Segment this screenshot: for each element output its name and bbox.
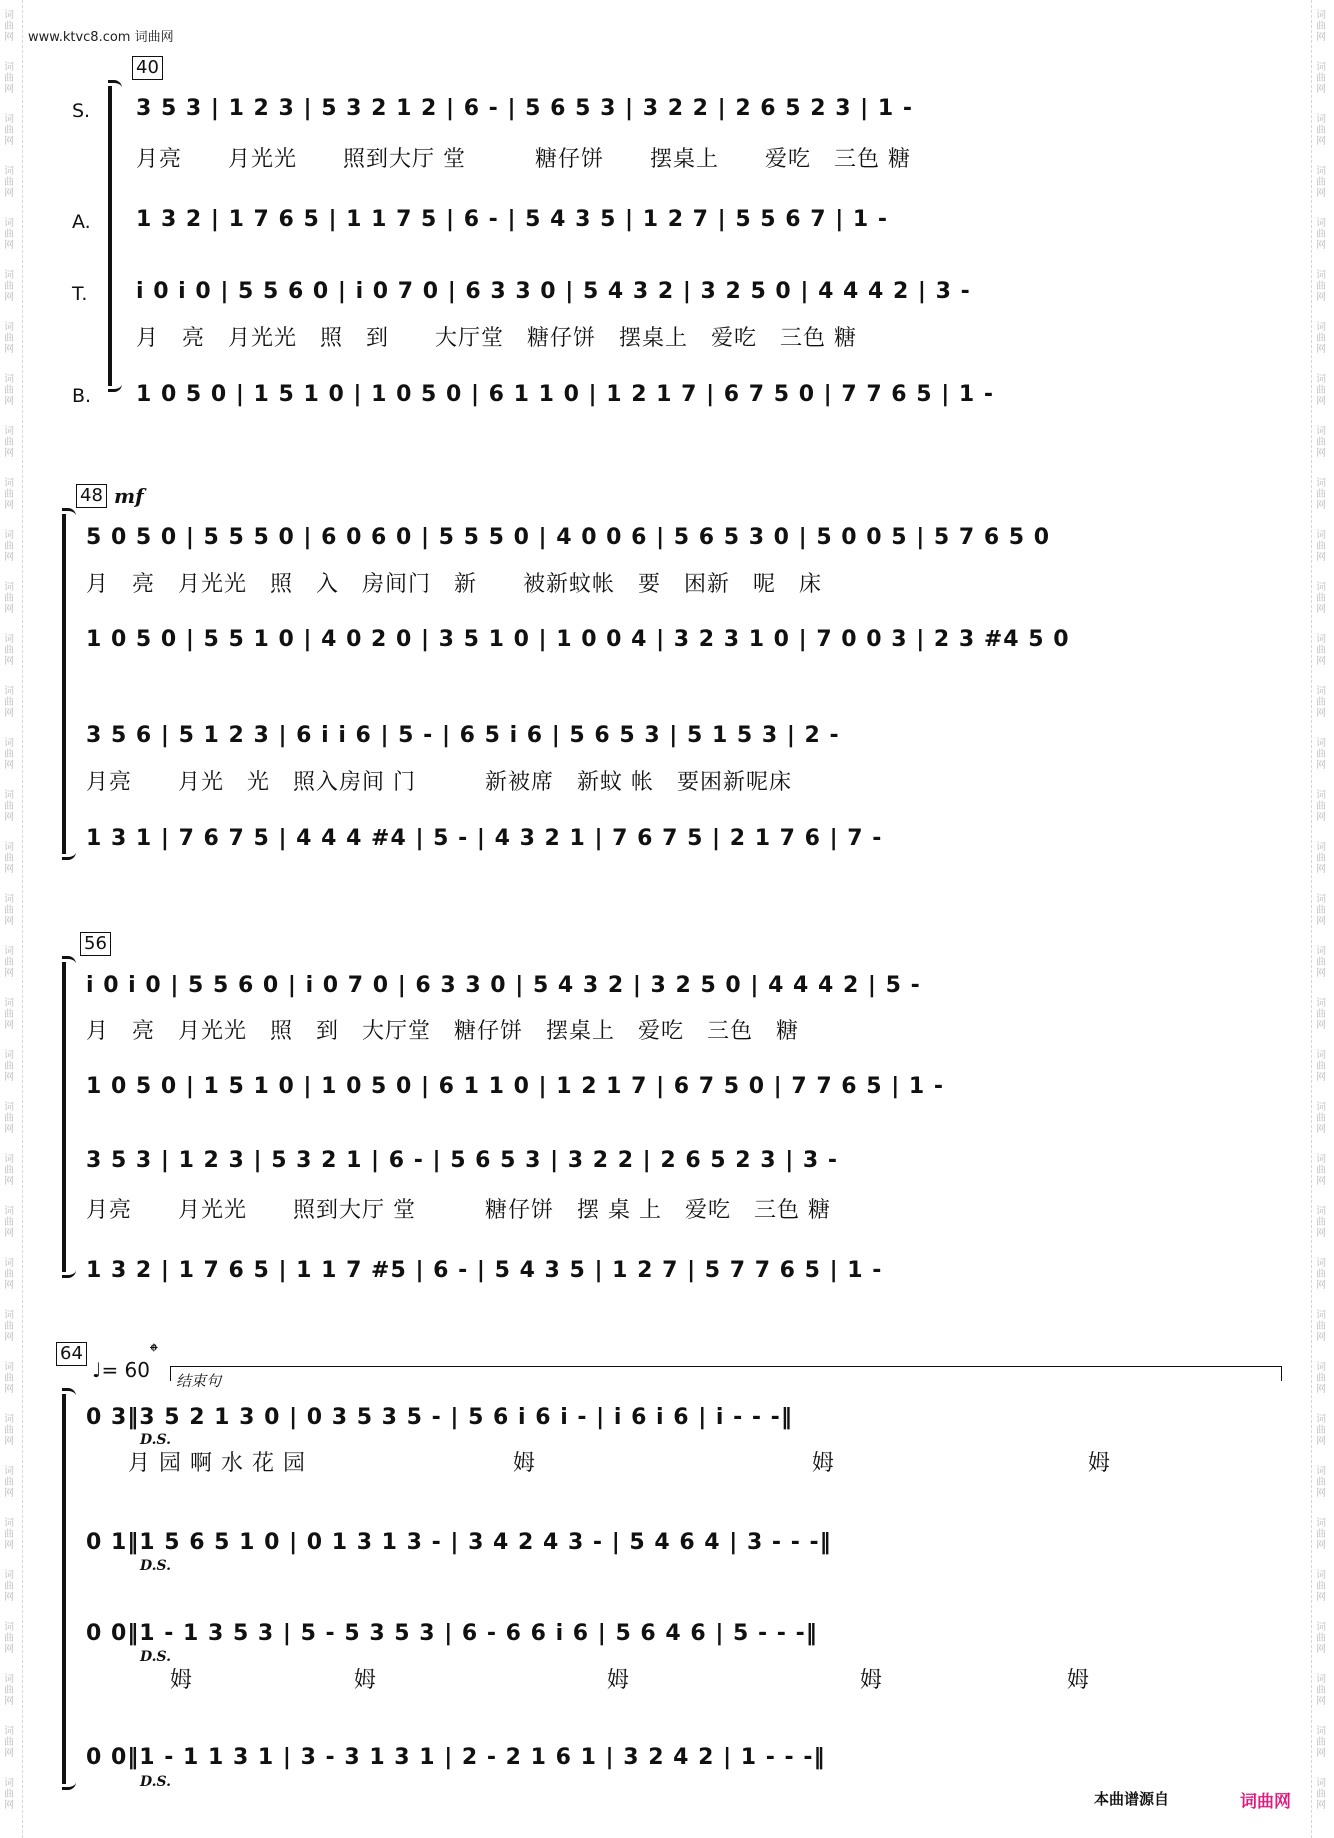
watermark-text: 词 曲 网 bbox=[1316, 738, 1326, 771]
watermark-text: 词 曲 网 bbox=[4, 478, 14, 511]
measure-number: 64 bbox=[56, 1342, 87, 1366]
watermark-text: 词 曲 网 bbox=[1316, 946, 1326, 979]
watermark-text: 词 曲 网 bbox=[4, 1622, 14, 1655]
watermark-text: 词 曲 网 bbox=[4, 1726, 14, 1759]
watermark-text: 词 曲 网 bbox=[4, 1050, 14, 1083]
part-label-alto: A. bbox=[72, 211, 91, 233]
left-watermark-strip bbox=[0, 0, 23, 1838]
watermark-text: 词 曲 网 bbox=[4, 1466, 14, 1499]
watermark-text: 词 曲 网 bbox=[4, 374, 14, 407]
watermark-text: 词 曲 网 bbox=[1316, 582, 1326, 615]
system-bracket bbox=[62, 1394, 66, 1784]
watermark-text: 词 曲 网 bbox=[1316, 1102, 1326, 1135]
ds-marking: D.S. bbox=[140, 1432, 172, 1448]
watermark-text: 词 曲 网 bbox=[4, 114, 14, 147]
footer-brand-link[interactable]: 词曲网 bbox=[1240, 1792, 1291, 1812]
lyric-row: 月亮 月光 光 照入房间 门 新被席 新蚊 帐 要困新呢床 bbox=[86, 770, 792, 795]
watermark-text: 词 曲 网 bbox=[1316, 1362, 1326, 1395]
notation-row: 0 1‖1 5 6 5 1 0 | 0 1 3 1 3 - | 3 4 2 4 3 - | 5 4 6 4 | 3 - - -‖ bbox=[86, 1530, 832, 1555]
ds-marking: D.S. bbox=[140, 1774, 172, 1790]
watermark-text: 词 曲 网 bbox=[4, 62, 14, 95]
watermark-text: 词 曲 网 bbox=[1316, 1154, 1326, 1187]
watermark-text: 词 曲 网 bbox=[1316, 1206, 1326, 1239]
watermark-text: 词 曲 网 bbox=[1316, 1518, 1326, 1551]
watermark-text: 词 曲 网 bbox=[4, 582, 14, 615]
part-label-bass: B. bbox=[72, 385, 92, 407]
notation-row: 5 0 5 0 | 5 5 5 0 | 6 0 6 0 | 5 5 5 0 | 4 0 0 6 | 5 6 5 3 0 | 5 0 0 5 | 5 7 6 5 0 bbox=[86, 525, 1051, 550]
lyric-row: 月 亮 月光光 照 到 大厅堂 糖仔饼 摆桌上 爱吃 三色 糖 bbox=[136, 326, 857, 351]
watermark-text: 词 曲 网 bbox=[1316, 894, 1326, 927]
watermark-text: 词 曲 网 bbox=[1316, 1258, 1326, 1291]
watermark-text: 词 曲 网 bbox=[4, 998, 14, 1031]
watermark-text: 词 曲 网 bbox=[1316, 1414, 1326, 1447]
watermark-text: 词 曲 网 bbox=[1316, 1778, 1326, 1811]
watermark-text: 词 曲 网 bbox=[1316, 1726, 1326, 1759]
watermark-text: 词 曲 网 bbox=[1316, 998, 1326, 1031]
notation-row: 0 0‖1 - 1 3 5 3 | 5 - 5 3 5 3 | 6 - 6 6 i 6 | 5 6 4 6 | 5 - - -‖ bbox=[86, 1621, 818, 1646]
notation-row: 1 0 5 0 | 5 5 1 0 | 4 0 2 0 | 3 5 1 0 | 1 0 0 4 | 3 2 3 1 0 | 7 0 0 3 | 2 3 #4 5 0 bbox=[86, 627, 1070, 652]
watermark-text: 词 曲 网 bbox=[1316, 478, 1326, 511]
watermark-text: 词 曲 网 bbox=[1316, 114, 1326, 147]
dynamic-marking: mf bbox=[114, 484, 144, 508]
measure-number: 56 bbox=[80, 932, 111, 956]
watermark-text: 词 曲 网 bbox=[1316, 1310, 1326, 1343]
watermark-text: 词 曲 网 bbox=[1316, 686, 1326, 719]
lyric-row: 月亮 月光光 照到大厅 堂 糖仔饼 摆桌上 爱吃 三色 糖 bbox=[136, 147, 911, 172]
lyric-row: 月 亮 月光光 照 入 房间门 新 被新蚊帐 要 困新 呢 床 bbox=[86, 572, 823, 597]
watermark-text: 词 曲 网 bbox=[4, 426, 14, 459]
ds-marking: D.S. bbox=[140, 1558, 172, 1574]
notation-row: 3 5 3 | 1 2 3 | 5 3 2 1 2 | 6 - | 5 6 5 3 | 3 2 2 | 2 6 5 2 3 | 1 - bbox=[136, 96, 913, 121]
watermark-text: 词 曲 网 bbox=[4, 218, 14, 251]
notation-row: 1 0 5 0 | 1 5 1 0 | 1 0 5 0 | 6 1 1 0 | 1 2 1 7 | 6 7 5 0 | 7 7 6 5 | 1 - bbox=[86, 1074, 945, 1099]
watermark-text: 词 曲 网 bbox=[1316, 62, 1326, 95]
watermark-text: 词 曲 网 bbox=[4, 1310, 14, 1343]
footer-source-text: 本曲谱源自 bbox=[1094, 1790, 1170, 1808]
system-bracket bbox=[62, 962, 66, 1272]
part-label-soprano: S. bbox=[72, 100, 91, 122]
watermark-text: 词 曲 网 bbox=[1316, 1570, 1326, 1603]
watermark-text: 词 曲 网 bbox=[1316, 530, 1326, 563]
lyric-row: 月 园 啊 水 花 园 姆 姆 姆 bbox=[128, 1451, 1111, 1476]
watermark-text: 词 曲 网 bbox=[4, 1570, 14, 1603]
notation-row: i 0 i 0 | 5 5 6 0 | i 0 7 0 | 6 3 3 0 | 5 4 3 2 | 3 2 5 0 | 4 4 4 2 | 5 - bbox=[86, 973, 921, 998]
watermark-text: 词 曲 网 bbox=[4, 1778, 14, 1811]
lyric-row: 月 亮 月光光 照 到 大厅堂 糖仔饼 摆桌上 爱吃 三色 糖 bbox=[86, 1019, 800, 1044]
part-label-tenor: T. bbox=[72, 283, 88, 305]
watermark-text: 词 曲 网 bbox=[1316, 1050, 1326, 1083]
right-watermark-strip bbox=[1311, 0, 1334, 1838]
coda-icon: 𝄌 bbox=[150, 1340, 158, 1365]
watermark-text: 词 曲 网 bbox=[4, 530, 14, 563]
watermark-text: 词 曲 网 bbox=[1316, 1466, 1326, 1499]
tempo-marking: ♩= 60 bbox=[92, 1358, 151, 1382]
watermark-text: 词 曲 网 bbox=[1316, 218, 1326, 251]
watermark-text: 词 曲 网 bbox=[4, 1258, 14, 1291]
watermark-text: 词 曲 网 bbox=[1316, 426, 1326, 459]
system-bracket bbox=[108, 86, 112, 386]
watermark-text: 词 曲 网 bbox=[4, 322, 14, 355]
ending-bracket-line bbox=[170, 1366, 1282, 1381]
watermark-text: 词 曲 网 bbox=[4, 1518, 14, 1551]
watermark-text: 词 曲 网 bbox=[1316, 374, 1326, 407]
watermark-text: 词 曲 网 bbox=[1316, 322, 1326, 355]
ending-label: 结束句 bbox=[176, 1372, 222, 1390]
watermark-text: 词 曲 网 bbox=[1316, 166, 1326, 199]
watermark-text: 词 曲 网 bbox=[4, 738, 14, 771]
tempo-value: = 60 bbox=[101, 1358, 151, 1382]
watermark-text: 词 曲 网 bbox=[1316, 842, 1326, 875]
watermark-text: 词 曲 网 bbox=[4, 1206, 14, 1239]
watermark-text: 词 曲 网 bbox=[4, 894, 14, 927]
measure-number: 48 bbox=[76, 484, 107, 508]
watermark-text: 词 曲 网 bbox=[4, 790, 14, 823]
watermark-text: 词 曲 网 bbox=[4, 1674, 14, 1707]
watermark-text: 词 曲 网 bbox=[4, 270, 14, 303]
watermark-text: 词 曲 网 bbox=[4, 634, 14, 667]
watermark-text: 词 曲 网 bbox=[1316, 790, 1326, 823]
site-header: www.ktvc8.com 词曲网 bbox=[28, 30, 174, 45]
watermark-text: 词 曲 网 bbox=[1316, 1674, 1326, 1707]
lyric-row: 姆 姆 姆 姆 姆 bbox=[170, 1668, 1091, 1693]
watermark-text: 词 曲 网 bbox=[4, 686, 14, 719]
notation-row: 0 3‖3 5 2 1 3 0 | 0 3 5 3 5 - | 5 6 i 6 i - | i 6 i 6 | i - - -‖ bbox=[86, 1405, 793, 1430]
watermark-text: 词 曲 网 bbox=[1316, 1622, 1326, 1655]
system-bracket bbox=[62, 514, 66, 854]
watermark-text: 词 曲 网 bbox=[4, 166, 14, 199]
notation-row: i 0 i 0 | 5 5 6 0 | i 0 7 0 | 6 3 3 0 | 5 4 3 2 | 3 2 5 0 | 4 4 4 2 | 3 - bbox=[136, 279, 971, 304]
notation-row: 1 3 2 | 1 7 6 5 | 1 1 7 #5 | 6 - | 5 4 3 5 | 1 2 7 | 5 7 7 6 5 | 1 - bbox=[86, 1258, 883, 1283]
watermark-text: 词 曲 网 bbox=[1316, 270, 1326, 303]
watermark-text: 词 曲 网 bbox=[4, 946, 14, 979]
notation-row: 3 5 6 | 5 1 2 3 | 6 i i 6 | 5 - | 6 5 i 6 | 5 6 5 3 | 5 1 5 3 | 2 - bbox=[86, 723, 840, 748]
watermark-text: 词 曲 网 bbox=[4, 1362, 14, 1395]
watermark-text: 词 曲 网 bbox=[4, 10, 14, 43]
notation-row: 1 3 2 | 1 7 6 5 | 1 1 7 5 | 6 - | 5 4 3 5 | 1 2 7 | 5 5 6 7 | 1 - bbox=[136, 207, 888, 232]
watermark-text: 词 曲 网 bbox=[4, 842, 14, 875]
watermark-text: 词 曲 网 bbox=[4, 1154, 14, 1187]
notation-row: 1 3 1 | 7 6 7 5 | 4 4 4 #4 | 5 - | 4 3 2 1 | 7 6 7 5 | 2 1 7 6 | 7 - bbox=[86, 826, 883, 851]
notation-row: 3 5 3 | 1 2 3 | 5 3 2 1 | 6 - | 5 6 5 3 | 3 2 2 | 2 6 5 2 3 | 3 - bbox=[86, 1148, 838, 1173]
watermark-text: 词 曲 网 bbox=[1316, 634, 1326, 667]
notation-row: 0 0‖1 - 1 1 3 1 | 3 - 3 1 3 1 | 2 - 2 1 6 1 | 3 2 4 2 | 1 - - -‖ bbox=[86, 1745, 826, 1770]
watermark-text: 词 曲 网 bbox=[1316, 10, 1326, 43]
notation-row: 1 0 5 0 | 1 5 1 0 | 1 0 5 0 | 6 1 1 0 | 1 2 1 7 | 6 7 5 0 | 7 7 6 5 | 1 - bbox=[136, 382, 995, 407]
watermark-text: 词 曲 网 bbox=[4, 1414, 14, 1447]
ds-marking: D.S. bbox=[140, 1649, 172, 1665]
watermark-text: 词 曲 网 bbox=[4, 1102, 14, 1135]
measure-number: 40 bbox=[132, 56, 163, 80]
lyric-row: 月亮 月光光 照到大厅 堂 糖仔饼 摆 桌 上 爱吃 三色 糖 bbox=[86, 1198, 831, 1223]
